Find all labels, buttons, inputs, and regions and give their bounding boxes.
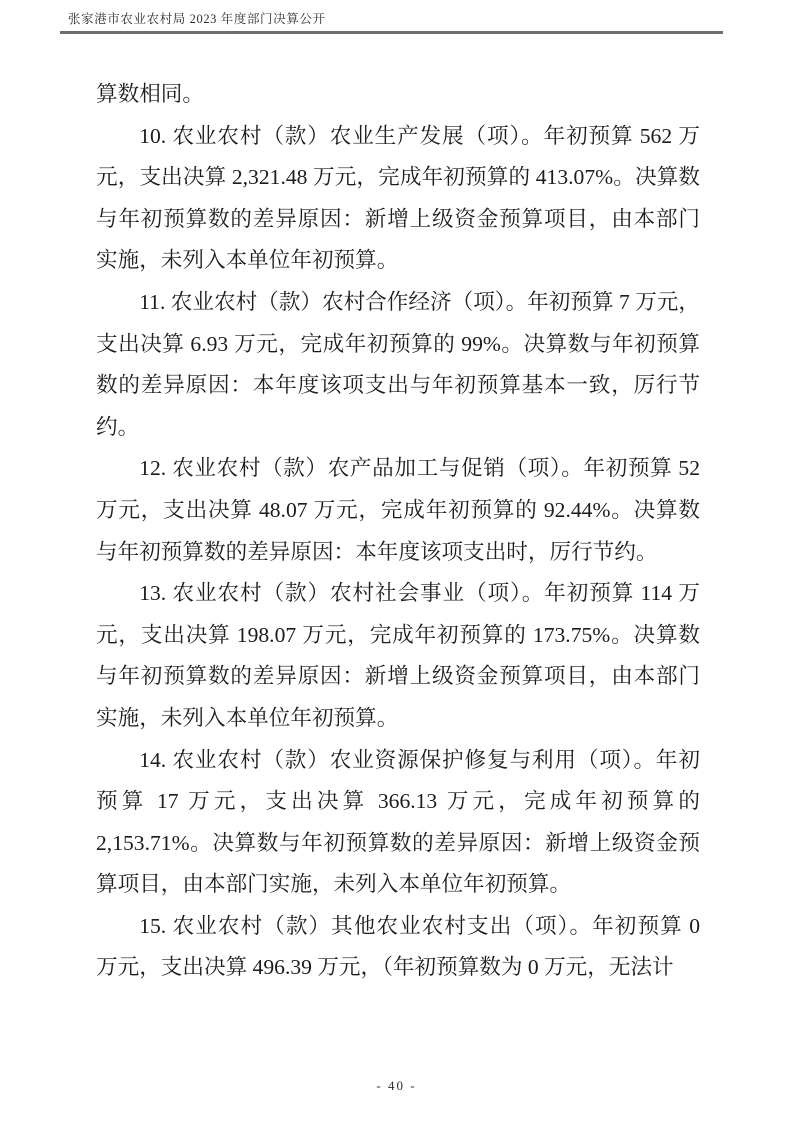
paragraph: 10. 农业农村（款）农业生产发展（项）。年初预算 562 万元，支出决算 2,321.48 万元，完成年初预算的 413.07%。决算数与年初预算数的差异原因：新增上级资金预算项目，由本部门实施，未列入本单位年初预算。 [96,123,700,273]
paragraph: 13. 农业农村（款）农村社会事业（项）。年初预算 114 万元，支出决算 198.07 万元，完成年初预算的 173.75%。决算数与年初预算数的差异原因：新增上级资金预算项目，由本部门实施，未列入本单位年初预算。 [96,581,700,730]
header-rule [60,31,723,34]
paragraph: 14. 农业农村（款）农业资源保护修复与利用（项）。年初预算 17 万元，支出决算 366.13 万元，完成年初预算的 2,153.71%。决算数与年初预算数的差异原因：新增上级资金预算项目，由本部门实施，未列入本单位年初预算。 [96,747,700,897]
paragraph: 15. 农业农村（款）其他农业农村支出（项）。年初预算 0 万元，支出决算 496.39 万元，（年初预算数为 0 万元，无法计 [96,913,700,980]
paragraph: 12. 农业农村（款）农产品加工与促销（项）。年初预算 52 万元，支出决算 48.07 万元，完成年初预算的 92.44%。决算数与年初预算数的差异原因：本年度该项支出时，厉行节约。 [96,456,700,564]
paragraph: 11. 农业农村（款）农村合作经济（项）。年初预算 7 万元，支出决算 6.93 万元，完成年初预算的 99%。决算数与年初预算数的差异原因：本年度该项支出与年初预算基本一致，厉行节约。 [96,289,700,439]
document-body [96,74,700,989]
page-number: - 40 - [376,1078,417,1093]
page-footer [0,1077,793,1095]
paragraph: 算数相同。 [96,82,204,106]
header-title: 张家港市农业农村局 2023 年度部门决算公开 [68,12,326,26]
